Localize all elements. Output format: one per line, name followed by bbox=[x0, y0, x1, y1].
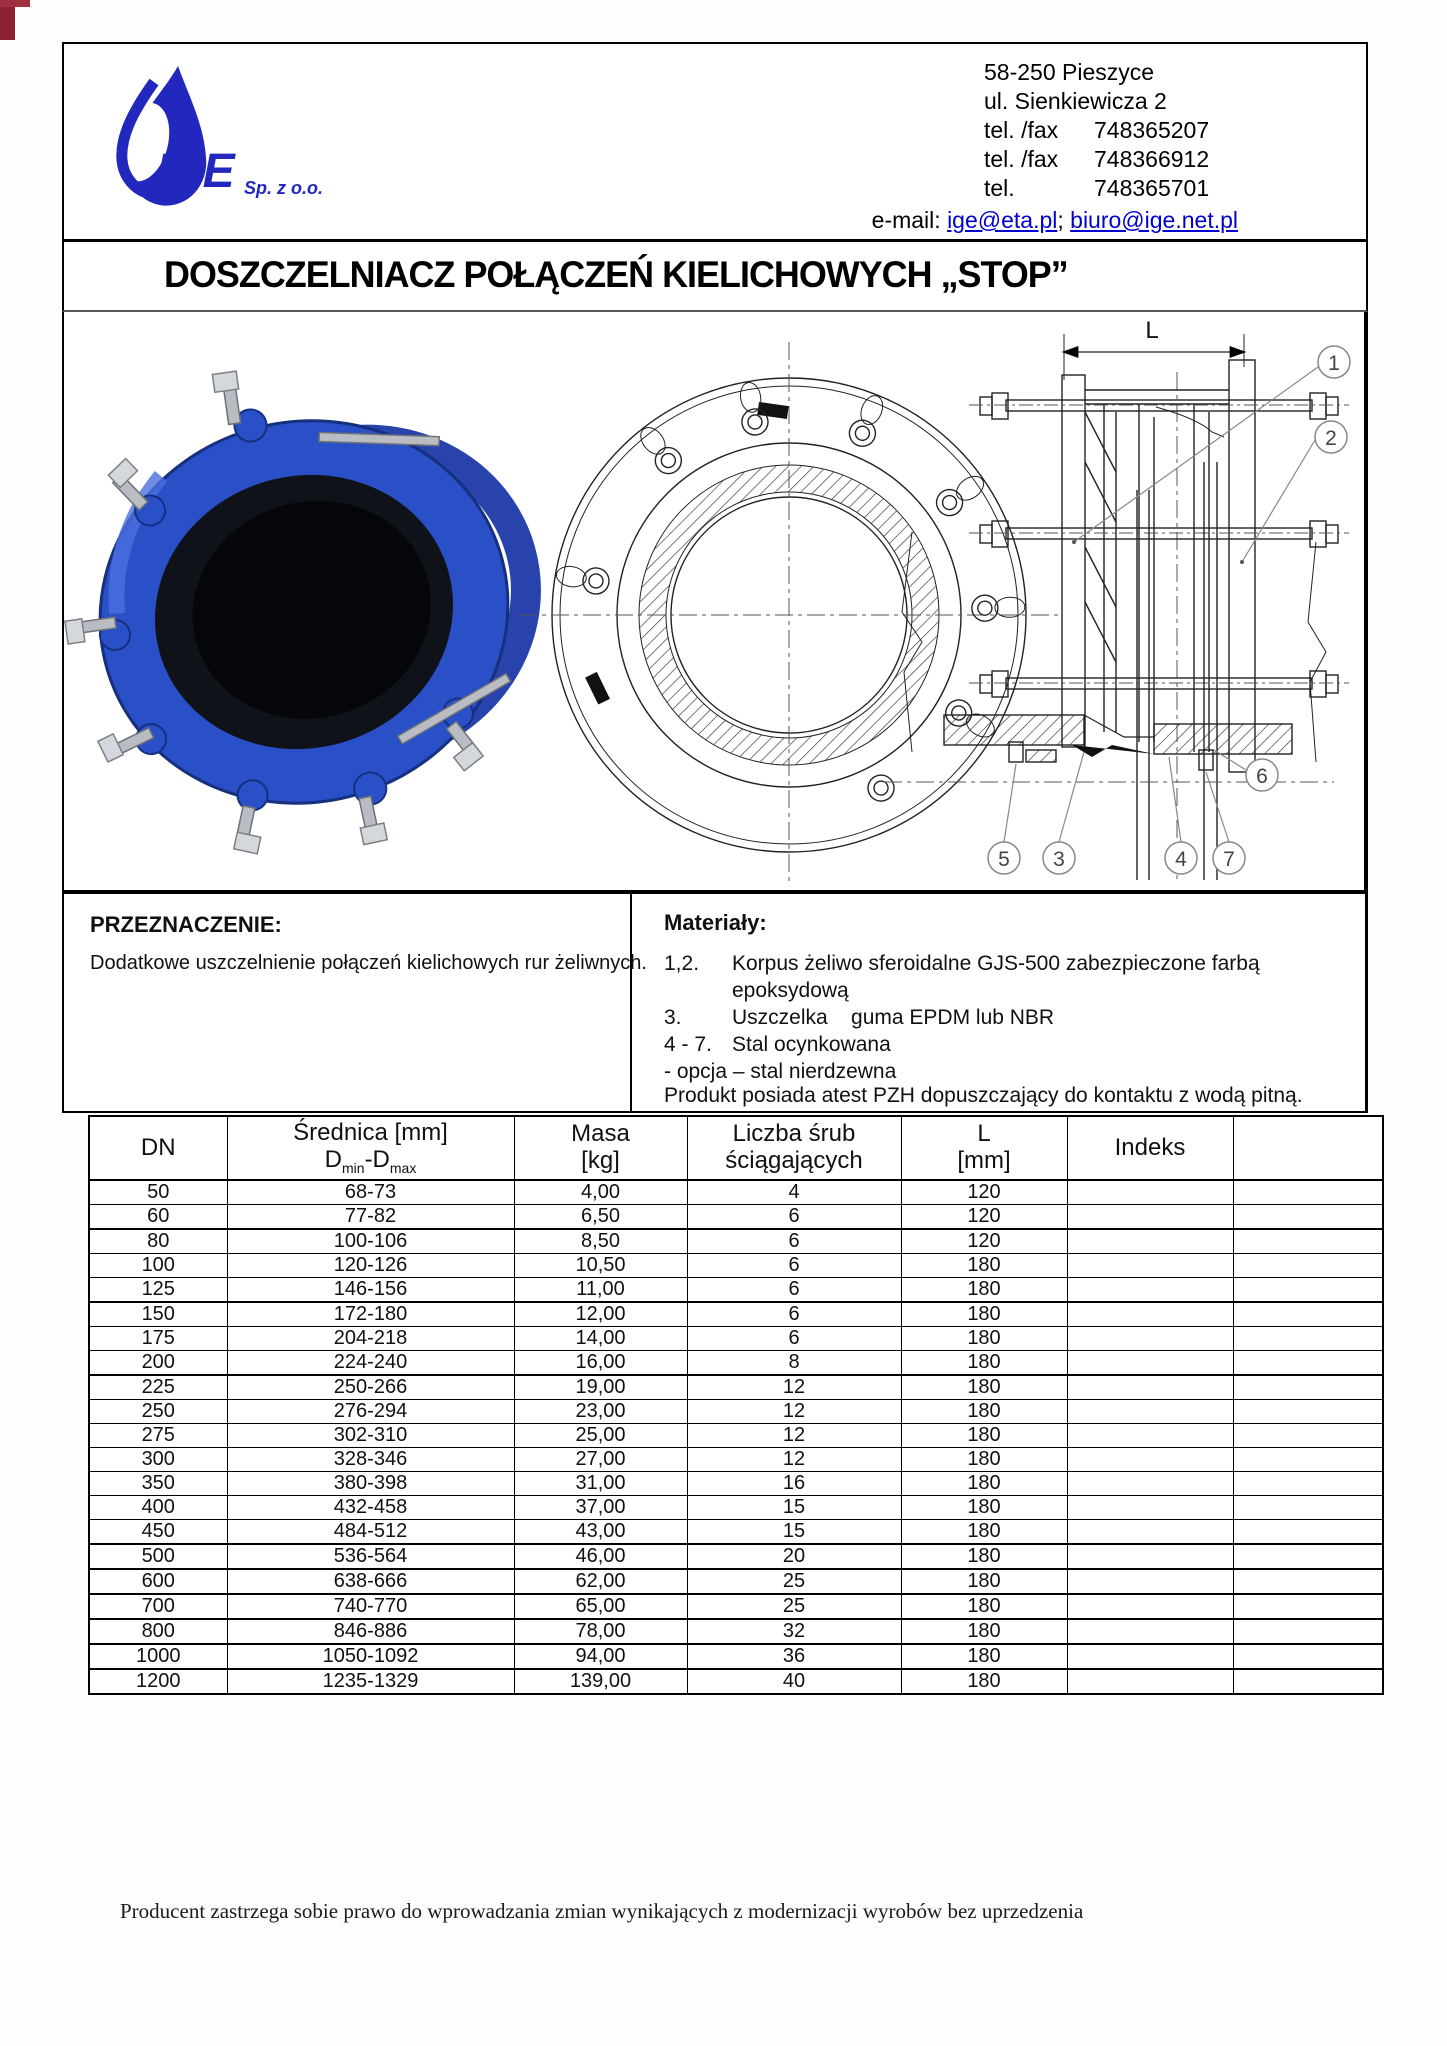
table-cell: 172-180 bbox=[227, 1302, 514, 1327]
callouts bbox=[988, 346, 1350, 874]
table-cell: 16 bbox=[687, 1472, 901, 1496]
table-cell: 120 bbox=[901, 1205, 1067, 1230]
svg-text:7: 7 bbox=[1223, 848, 1235, 871]
table-cell bbox=[1233, 1644, 1383, 1669]
title-section bbox=[62, 242, 1368, 312]
table-cell: 8 bbox=[687, 1351, 901, 1376]
table-cell: 46,00 bbox=[514, 1544, 687, 1569]
table-cell: 120 bbox=[901, 1229, 1067, 1254]
table-cell: 12 bbox=[687, 1375, 901, 1400]
table-cell bbox=[1233, 1520, 1383, 1545]
table-row bbox=[89, 1351, 1383, 1376]
table-cell bbox=[1233, 1302, 1383, 1327]
table-cell: 77-82 bbox=[227, 1205, 514, 1230]
table-cell: 12 bbox=[687, 1424, 901, 1448]
table-cell bbox=[1067, 1180, 1233, 1205]
drawings-canvas bbox=[64, 312, 1362, 888]
table-cell: 328-346 bbox=[227, 1448, 514, 1472]
table-cell: 846-886 bbox=[227, 1619, 514, 1644]
svg-text:5: 5 bbox=[998, 848, 1010, 871]
table-cell bbox=[1233, 1229, 1383, 1254]
material-item bbox=[664, 1004, 1354, 1031]
table-cell bbox=[1067, 1472, 1233, 1496]
table-row bbox=[89, 1180, 1383, 1205]
table-cell: 180 bbox=[901, 1302, 1067, 1327]
table-cell: 225 bbox=[89, 1375, 227, 1400]
info-divider bbox=[630, 894, 632, 1111]
table-cell: 37,00 bbox=[514, 1496, 687, 1520]
materials-list bbox=[664, 950, 1354, 1085]
scan-artifact-top bbox=[0, 0, 30, 7]
table-cell bbox=[1067, 1254, 1233, 1278]
col-header-l: L [mm] bbox=[901, 1116, 1067, 1180]
col-header-bolts: Liczba śrub ściągających bbox=[687, 1116, 901, 1180]
table-cell: 62,00 bbox=[514, 1569, 687, 1594]
table-cell: 300 bbox=[89, 1448, 227, 1472]
table-cell: 80 bbox=[89, 1229, 227, 1254]
table-cell bbox=[1067, 1520, 1233, 1545]
table-cell bbox=[1067, 1669, 1233, 1694]
table-cell: 12 bbox=[687, 1448, 901, 1472]
table-row bbox=[89, 1594, 1383, 1619]
table-cell: 638-666 bbox=[227, 1569, 514, 1594]
table-cell: 180 bbox=[901, 1327, 1067, 1351]
table-cell: 180 bbox=[901, 1644, 1067, 1669]
callout-3 bbox=[1043, 842, 1075, 874]
table-cell: 78,00 bbox=[514, 1619, 687, 1644]
table-cell: 120-126 bbox=[227, 1254, 514, 1278]
material-item-label: 4 - 7. bbox=[664, 1033, 712, 1056]
table-row bbox=[89, 1520, 1383, 1545]
spec-table bbox=[88, 1115, 1384, 1695]
callout-6 bbox=[1246, 759, 1278, 791]
phone-label: tel. /fax bbox=[984, 146, 1059, 172]
info-section bbox=[62, 892, 1368, 1113]
material-item bbox=[664, 950, 1354, 1004]
table-cell: 180 bbox=[901, 1375, 1067, 1400]
table-cell bbox=[1233, 1594, 1383, 1619]
page-title: DOSZCZELNIACZ POŁĄCZEŃ KIELICHOWYCH „STOP” bbox=[164, 254, 1068, 295]
company-logo bbox=[92, 60, 352, 230]
table-cell: 380-398 bbox=[227, 1472, 514, 1496]
product-photo bbox=[64, 312, 587, 888]
table-cell: 180 bbox=[901, 1569, 1067, 1594]
table-cell bbox=[1067, 1569, 1233, 1594]
table-cell: 36 bbox=[687, 1644, 901, 1669]
table-cell bbox=[1233, 1448, 1383, 1472]
table-cell bbox=[1067, 1544, 1233, 1569]
table-cell: 16,00 bbox=[514, 1351, 687, 1376]
front-view-drawing bbox=[519, 342, 1059, 884]
table-cell: 14,00 bbox=[514, 1327, 687, 1351]
table-cell: 180 bbox=[901, 1472, 1067, 1496]
table-cell bbox=[1067, 1424, 1233, 1448]
material-item bbox=[664, 1058, 1354, 1085]
table-cell: 302-310 bbox=[227, 1424, 514, 1448]
table-cell: 180 bbox=[901, 1278, 1067, 1303]
svg-text:6: 6 bbox=[1256, 765, 1268, 788]
table-row bbox=[89, 1254, 1383, 1278]
table-row bbox=[89, 1544, 1383, 1569]
drawings-section bbox=[62, 312, 1368, 892]
svg-text:3: 3 bbox=[1053, 848, 1065, 871]
table-cell: 43,00 bbox=[514, 1520, 687, 1545]
material-item-text: Uszczelka guma EPDM lub NBR bbox=[732, 1006, 1055, 1029]
table-cell: 139,00 bbox=[514, 1669, 687, 1694]
table-cell: 50 bbox=[89, 1180, 227, 1205]
table-row bbox=[89, 1400, 1383, 1424]
table-cell: 150 bbox=[89, 1302, 227, 1327]
table-cell bbox=[1233, 1254, 1383, 1278]
table-cell: 68-73 bbox=[227, 1180, 514, 1205]
phone-number: 748365701 bbox=[1094, 175, 1210, 201]
table-cell: 200 bbox=[89, 1351, 227, 1376]
table-cell bbox=[1067, 1205, 1233, 1230]
table-cell: 6 bbox=[687, 1205, 901, 1230]
table-cell: 6 bbox=[687, 1254, 901, 1278]
col-header-dn: DN bbox=[89, 1116, 227, 1180]
table-cell: 60 bbox=[89, 1205, 227, 1230]
table-cell: 19,00 bbox=[514, 1375, 687, 1400]
table-cell: 204-218 bbox=[227, 1327, 514, 1351]
table-cell: 94,00 bbox=[514, 1644, 687, 1669]
table-cell: 450 bbox=[89, 1520, 227, 1545]
table-cell bbox=[1233, 1669, 1383, 1694]
table-row bbox=[89, 1229, 1383, 1254]
table-cell: 224-240 bbox=[227, 1351, 514, 1376]
phone-row bbox=[984, 116, 1209, 145]
table-row bbox=[89, 1472, 1383, 1496]
table-cell bbox=[1067, 1302, 1233, 1327]
callout-5 bbox=[988, 842, 1020, 874]
table-cell: 250 bbox=[89, 1400, 227, 1424]
email-separator: ; bbox=[1057, 207, 1071, 233]
table-row bbox=[89, 1278, 1383, 1303]
phone-row bbox=[984, 174, 1209, 203]
email-link-ige[interactable]: ige@eta.pl bbox=[947, 207, 1058, 233]
material-item-text: - opcja – stal nierdzewna bbox=[664, 1060, 897, 1083]
callout-7 bbox=[1213, 842, 1245, 874]
table-cell: 25 bbox=[687, 1594, 901, 1619]
svg-text:2: 2 bbox=[1325, 427, 1337, 450]
material-item-label: 1,2. bbox=[664, 952, 700, 975]
table-cell: 65,00 bbox=[514, 1594, 687, 1619]
col-header-extra bbox=[1233, 1116, 1383, 1180]
table-cell bbox=[1067, 1229, 1233, 1254]
table-cell: 180 bbox=[901, 1669, 1067, 1694]
material-item-text: Korpus żeliwo sferoidalne GJS-500 zabezpieczone farbą epoksydową bbox=[732, 952, 1260, 1002]
purpose-text: Dodatkowe uszczelnienie połączeń kielichowych rur żeliwnych. bbox=[90, 952, 647, 974]
table-cell: 6 bbox=[687, 1229, 901, 1254]
table-cell: 20 bbox=[687, 1544, 901, 1569]
table-cell bbox=[1067, 1644, 1233, 1669]
table-row bbox=[89, 1302, 1383, 1327]
table-cell: 180 bbox=[901, 1619, 1067, 1644]
table-row bbox=[89, 1327, 1383, 1351]
table-cell: 6 bbox=[687, 1302, 901, 1327]
table-cell bbox=[1233, 1180, 1383, 1205]
table-cell: 25,00 bbox=[514, 1424, 687, 1448]
table-cell: 536-564 bbox=[227, 1544, 514, 1569]
table-row bbox=[89, 1448, 1383, 1472]
table-cell bbox=[1067, 1496, 1233, 1520]
phone-number: 748366912 bbox=[1094, 146, 1210, 172]
table-cell bbox=[1233, 1278, 1383, 1303]
email-link-biuro[interactable]: biuro@ige.net.pl bbox=[1070, 207, 1238, 233]
table-cell bbox=[1067, 1400, 1233, 1424]
callout-4 bbox=[1165, 842, 1197, 874]
table-cell: 25 bbox=[687, 1569, 901, 1594]
table-row bbox=[89, 1424, 1383, 1448]
table-cell: 180 bbox=[901, 1544, 1067, 1569]
table-cell: 15 bbox=[687, 1496, 901, 1520]
table-cell: 700 bbox=[89, 1594, 227, 1619]
material-item-label: 3. bbox=[664, 1006, 682, 1029]
phone-row bbox=[984, 145, 1209, 174]
table-cell bbox=[1233, 1400, 1383, 1424]
table-cell: 1000 bbox=[89, 1644, 227, 1669]
address-street: ul. Sienkiewicza 2 bbox=[984, 88, 1167, 114]
svg-text:1: 1 bbox=[1328, 352, 1340, 375]
table-cell: 6 bbox=[687, 1278, 901, 1303]
table-cell: 11,00 bbox=[514, 1278, 687, 1303]
table-cell: 484-512 bbox=[227, 1520, 514, 1545]
table-cell bbox=[1233, 1205, 1383, 1230]
phone-label: tel. /fax bbox=[984, 117, 1059, 143]
table-cell: 100 bbox=[89, 1254, 227, 1278]
phone-number: 748365207 bbox=[1094, 117, 1210, 143]
table-cell bbox=[1233, 1424, 1383, 1448]
table-cell: 180 bbox=[901, 1520, 1067, 1545]
materials-block bbox=[648, 894, 1348, 1111]
table-cell: 400 bbox=[89, 1496, 227, 1520]
table-cell: 1200 bbox=[89, 1669, 227, 1694]
table-cell: 740-770 bbox=[227, 1594, 514, 1619]
table-cell: 31,00 bbox=[514, 1472, 687, 1496]
material-item bbox=[664, 1031, 1354, 1058]
table-cell bbox=[1233, 1472, 1383, 1496]
table-cell: 125 bbox=[89, 1278, 227, 1303]
dimension-label: L bbox=[1145, 317, 1159, 344]
table-cell: 23,00 bbox=[514, 1400, 687, 1424]
table-cell bbox=[1233, 1496, 1383, 1520]
table-cell: 100-106 bbox=[227, 1229, 514, 1254]
table-cell bbox=[1067, 1327, 1233, 1351]
spec-table-header bbox=[89, 1116, 1383, 1180]
table-row bbox=[89, 1205, 1383, 1230]
footer-disclaimer: Producent zastrzega sobie prawo do wprowadzania zmian wynikających z modernizacji wyrobów bez uprzedzenia bbox=[120, 1899, 1084, 1923]
table-cell: 500 bbox=[89, 1544, 227, 1569]
email-line bbox=[872, 207, 1238, 234]
table-cell: 180 bbox=[901, 1400, 1067, 1424]
table-cell bbox=[1233, 1351, 1383, 1376]
email-label: e-mail: bbox=[871, 207, 948, 233]
table-cell: 12 bbox=[687, 1400, 901, 1424]
table-row bbox=[89, 1375, 1383, 1400]
table-cell bbox=[1067, 1594, 1233, 1619]
table-cell: 800 bbox=[89, 1619, 227, 1644]
table-cell: 350 bbox=[89, 1472, 227, 1496]
table-cell: 432-458 bbox=[227, 1496, 514, 1520]
table-cell: 120 bbox=[901, 1180, 1067, 1205]
table-cell bbox=[1233, 1375, 1383, 1400]
table-cell bbox=[1233, 1619, 1383, 1644]
table-cell: 180 bbox=[901, 1424, 1067, 1448]
purpose-heading: PRZEZNACZENIE: bbox=[90, 912, 282, 937]
table-row bbox=[89, 1644, 1383, 1669]
table-cell bbox=[1067, 1278, 1233, 1303]
col-header-index: Indeks bbox=[1067, 1116, 1233, 1180]
table-cell: 146-156 bbox=[227, 1278, 514, 1303]
table-cell bbox=[1067, 1619, 1233, 1644]
materials-note: Produkt posiada atest PZH dopuszczający do kontaktu z wodą pitną. bbox=[664, 1084, 1303, 1107]
table-row bbox=[89, 1496, 1383, 1520]
table-cell: 180 bbox=[901, 1254, 1067, 1278]
table-cell bbox=[1067, 1448, 1233, 1472]
table-cell: 1050-1092 bbox=[227, 1644, 514, 1669]
table-cell bbox=[1233, 1327, 1383, 1351]
table-cell: 4 bbox=[687, 1180, 901, 1205]
table-cell: 27,00 bbox=[514, 1448, 687, 1472]
tie-rods bbox=[969, 393, 1349, 697]
table-cell bbox=[1067, 1375, 1233, 1400]
svg-text:4: 4 bbox=[1175, 848, 1187, 871]
table-cell: 1235-1329 bbox=[227, 1669, 514, 1694]
callout-2 bbox=[1315, 421, 1347, 453]
cross-section-drawing bbox=[884, 317, 1350, 882]
table-cell: 180 bbox=[901, 1594, 1067, 1619]
col-header-diameter: Średnica [mm] $D_{min}-D_{max}$ bbox=[227, 1116, 514, 1180]
material-item-text: Stal ocynkowana bbox=[732, 1033, 891, 1056]
address-block bbox=[984, 58, 1209, 203]
logo-suffix: Sp. z o.o. bbox=[244, 178, 323, 198]
callout-1 bbox=[1318, 346, 1350, 378]
table-row bbox=[89, 1619, 1383, 1644]
header-section bbox=[62, 42, 1368, 242]
table-cell bbox=[1067, 1351, 1233, 1376]
address-city: 58-250 Pieszyce bbox=[984, 59, 1155, 85]
table-cell: 600 bbox=[89, 1569, 227, 1594]
table-cell: 180 bbox=[901, 1496, 1067, 1520]
table-cell: 32 bbox=[687, 1619, 901, 1644]
table-cell: 6 bbox=[687, 1327, 901, 1351]
table-cell: 8,50 bbox=[514, 1229, 687, 1254]
table-cell: 180 bbox=[901, 1448, 1067, 1472]
table-cell: 180 bbox=[901, 1351, 1067, 1376]
table-cell: 10,50 bbox=[514, 1254, 687, 1278]
col-header-mass: Masa [kg] bbox=[514, 1116, 687, 1180]
table-cell bbox=[1233, 1569, 1383, 1594]
materials-heading: Materiały: bbox=[664, 910, 767, 935]
table-cell bbox=[1233, 1544, 1383, 1569]
table-cell: 6,50 bbox=[514, 1205, 687, 1230]
table-cell: 12,00 bbox=[514, 1302, 687, 1327]
spec-table-body bbox=[89, 1180, 1383, 1694]
table-cell: 250-266 bbox=[227, 1375, 514, 1400]
phone-label: tel. bbox=[984, 175, 1015, 201]
table-cell: 276-294 bbox=[227, 1400, 514, 1424]
table-row bbox=[89, 1569, 1383, 1594]
logo-text: IGE bbox=[156, 145, 233, 198]
table-row bbox=[89, 1669, 1383, 1694]
table-cell: 175 bbox=[89, 1327, 227, 1351]
table-cell: 4,00 bbox=[514, 1180, 687, 1205]
table-cell: 275 bbox=[89, 1424, 227, 1448]
table-cell: 15 bbox=[687, 1520, 901, 1545]
table-cell: 40 bbox=[687, 1669, 901, 1694]
